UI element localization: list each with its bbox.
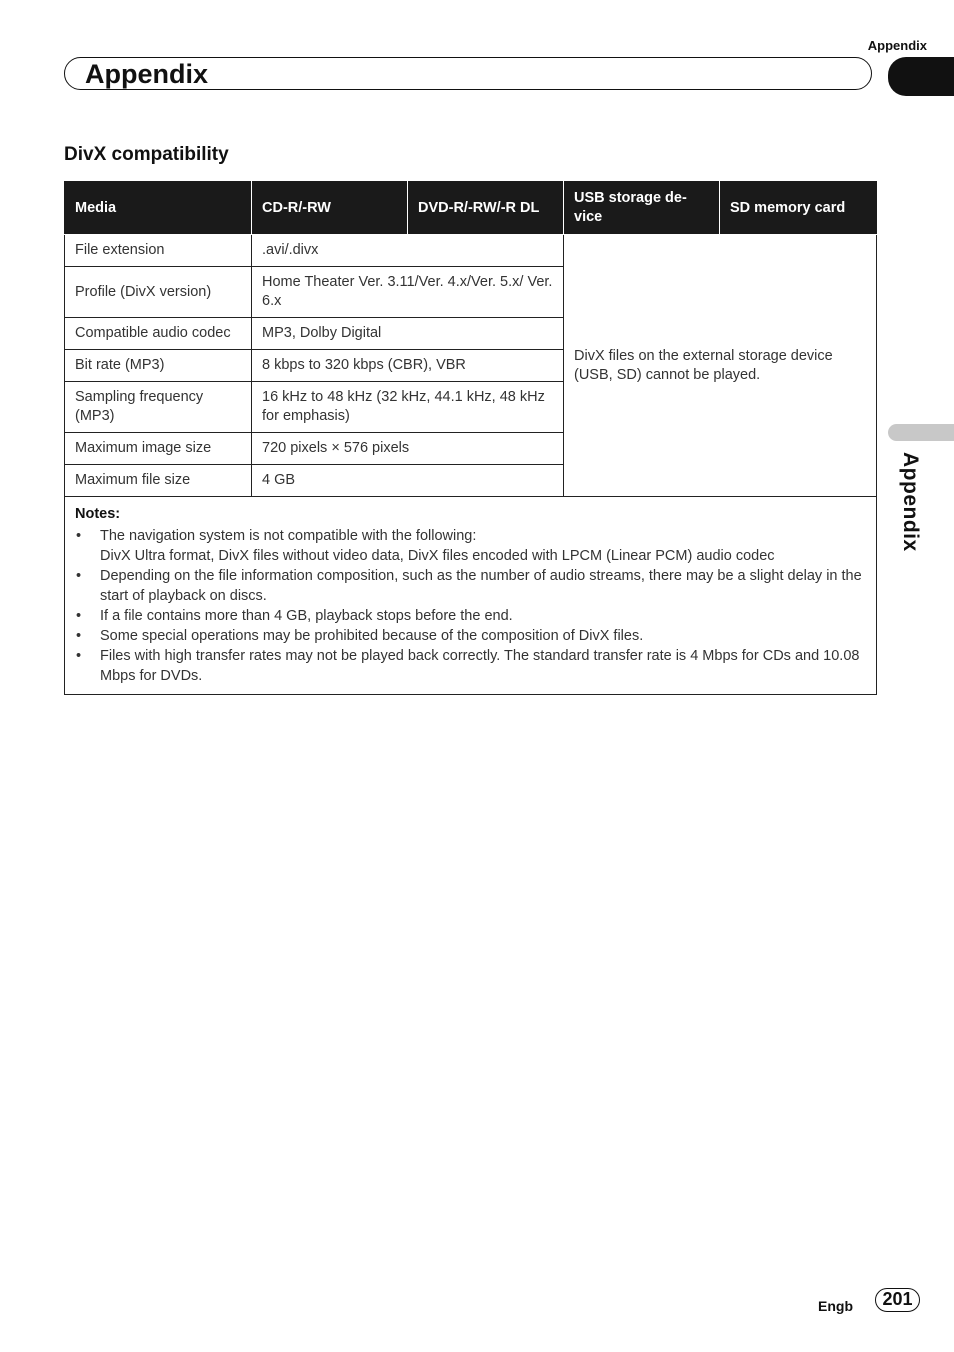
row-label: Bit rate (MP3) xyxy=(65,350,252,382)
row-value: 8 kbps to 320 kbps (CBR), VBR xyxy=(252,350,564,382)
row-value: .avi/.divx xyxy=(252,235,564,267)
note-text: Files with high transfer rates may not be played back correctly. The standard transfer rate is 4 Mbps for CDs and 10.08 Mbps for DVDs. xyxy=(100,648,860,684)
column-header-cd: CD-R/-RW xyxy=(252,182,408,235)
bullet: • xyxy=(76,648,82,664)
row-label: Compatible audio codec xyxy=(65,318,252,350)
list-item xyxy=(75,626,866,646)
column-header-usb: USB storage de-vice xyxy=(564,182,720,235)
notes-cell xyxy=(65,497,877,695)
running-head: Appendix xyxy=(867,38,927,53)
title-bar xyxy=(64,57,872,90)
row-label: File extension xyxy=(65,235,252,267)
note-text: Some special operations may be prohibited because of the composition of DivX files. xyxy=(100,628,644,644)
bullet: • xyxy=(76,568,82,584)
bullet: • xyxy=(76,528,82,544)
bullet: • xyxy=(76,628,82,644)
list-item xyxy=(75,566,866,606)
row-value: 4 GB xyxy=(252,465,564,497)
notes-row xyxy=(65,497,877,695)
notes-list xyxy=(75,526,866,686)
side-tab-label: Appendix xyxy=(899,452,922,552)
row-value: 16 kHz to 48 kHz (32 kHz, 44.1 kHz, 48 kHz for emphasis) xyxy=(252,382,564,433)
note-text: If a file contains more than 4 GB, playback stops before the end. xyxy=(100,608,513,624)
page-number: 201 xyxy=(875,1288,920,1312)
page-title: Appendix xyxy=(85,59,209,89)
table-row xyxy=(65,235,877,267)
row-label: Profile (DivX version) xyxy=(65,267,252,318)
row-label: Maximum file size xyxy=(65,465,252,497)
note-subtext: DivX Ultra format, DivX files without video data, DivX files encoded with LPCM (Linear PCM) audio codec xyxy=(100,548,775,564)
list-item xyxy=(75,646,866,686)
row-value: 720 pixels × 576 pixels xyxy=(252,433,564,465)
row-label: Sampling frequency (MP3) xyxy=(65,382,252,433)
row-value: MP3, Dolby Digital xyxy=(252,318,564,350)
note-text: Depending on the file information composition, such as the number of audio streams, there may be a slight delay in the start of playback on discs. xyxy=(100,568,862,604)
divx-compatibility-table xyxy=(64,181,877,695)
external-storage-note: DivX files on the external storage device (USB, SD) cannot be played. xyxy=(564,235,877,497)
footer-language: Engb xyxy=(818,1298,853,1314)
note-text: The navigation system is not compatible with the following: xyxy=(100,528,477,544)
side-tab-marker xyxy=(888,424,954,441)
bullet: • xyxy=(76,608,82,624)
list-item xyxy=(75,606,866,626)
list-item xyxy=(75,526,866,566)
column-header-dvd: DVD-R/-RW/-R DL xyxy=(408,182,564,235)
row-value: Home Theater Ver. 3.11/Ver. 4.x/Ver. 5.x/ Ver. 6.x xyxy=(252,267,564,318)
column-header-media: Media xyxy=(65,182,252,235)
chapter-tab-marker xyxy=(888,57,954,96)
table-header-row xyxy=(65,182,877,235)
column-header-sd: SD memory card xyxy=(720,182,877,235)
row-label: Maximum image size xyxy=(65,433,252,465)
section-heading: DivX compatibility xyxy=(64,144,229,165)
notes-title: Notes: xyxy=(75,506,121,522)
